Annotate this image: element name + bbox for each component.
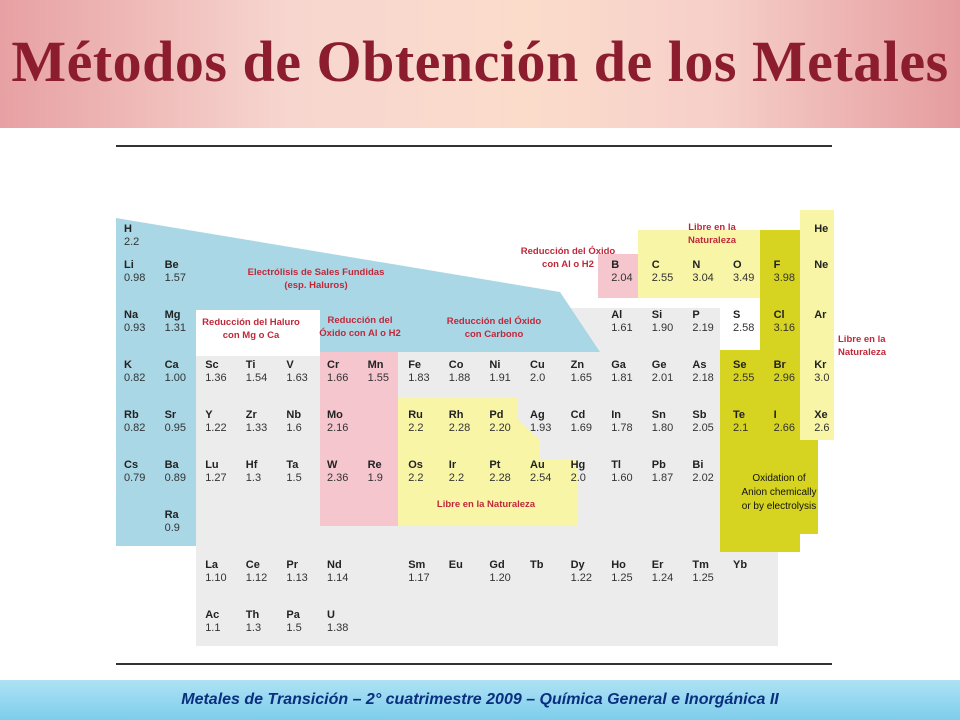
element-value-mo: 2.16 bbox=[327, 422, 349, 434]
element-symbol-k: K bbox=[124, 359, 132, 371]
element-value-zr: 1.33 bbox=[245, 422, 268, 434]
element-symbol-re: Re bbox=[367, 459, 382, 471]
libre-bottom-label: Libre en la Naturaleza bbox=[436, 499, 536, 510]
oxido-al-label-2: Óxido con Al o H2 bbox=[319, 328, 401, 339]
element-symbol-h: H bbox=[124, 223, 132, 235]
element-value-re: 1.9 bbox=[367, 472, 383, 484]
element-value-cs: 0.79 bbox=[124, 472, 146, 484]
element-symbol-fe: Fe bbox=[408, 359, 422, 371]
element-symbol-hf: Hf bbox=[245, 459, 258, 471]
element-value-co: 1.88 bbox=[448, 372, 471, 384]
element-symbol-f: F bbox=[773, 259, 781, 271]
element-value-pa: 1.5 bbox=[286, 622, 302, 634]
libre-top-label-1: Libre en la bbox=[688, 222, 736, 233]
element-value-sb: 2.05 bbox=[692, 422, 714, 434]
element-value-ce: 1.12 bbox=[245, 572, 268, 584]
haluro-label-2: con Mg o Ca bbox=[222, 330, 280, 341]
element-value-p: 2.19 bbox=[692, 322, 714, 334]
electrolysis-sublabel: (esp. Haluros) bbox=[284, 280, 348, 291]
element-symbol-pr: Pr bbox=[286, 559, 299, 571]
element-symbol-ho: Ho bbox=[611, 559, 626, 571]
element-value-la: 1.10 bbox=[205, 572, 227, 584]
element-value-ca: 1.00 bbox=[164, 372, 187, 384]
gray-fblock-region bbox=[196, 526, 778, 646]
oxidation-label-1: Oxidation of bbox=[752, 473, 806, 484]
element-value-rh: 2.28 bbox=[448, 422, 471, 434]
element-value-kr: 3.0 bbox=[814, 372, 830, 384]
element-value-be: 1.57 bbox=[164, 272, 187, 284]
element-value-b: 2.04 bbox=[611, 272, 633, 284]
element-symbol-zn: Zn bbox=[570, 359, 585, 371]
element-value-sc: 1.36 bbox=[205, 372, 227, 384]
element-symbol-cd: Cd bbox=[570, 409, 586, 421]
element-symbol-eu: Eu bbox=[448, 559, 463, 571]
element-symbol-ta: Ta bbox=[286, 459, 299, 471]
element-value-er: 1.24 bbox=[651, 572, 674, 584]
element-symbol-sc: Sc bbox=[205, 359, 219, 371]
element-value-ba: 0.89 bbox=[164, 472, 187, 484]
slide-title: Métodos de Obtención de los Metales bbox=[11, 29, 949, 94]
oxido-al-b-label-1: Reducción del Óxido bbox=[520, 246, 616, 257]
libre-top-label-2: Naturaleza bbox=[687, 235, 737, 246]
element-value-lu: 1.27 bbox=[205, 472, 227, 484]
element-symbol-ru: Ru bbox=[408, 409, 423, 421]
element-symbol-w: W bbox=[327, 459, 338, 471]
element-value-mn: 1.55 bbox=[367, 372, 390, 384]
element-symbol-rb: Rb bbox=[124, 409, 139, 421]
element-symbol-pd: Pd bbox=[489, 409, 504, 421]
element-value-rb: 0.82 bbox=[124, 422, 146, 434]
element-symbol-n: N bbox=[692, 259, 701, 271]
element-value-cr: 1.66 bbox=[327, 372, 349, 384]
element-symbol-rh: Rh bbox=[448, 409, 464, 421]
element-symbol-mg: Mg bbox=[164, 309, 181, 321]
element-value-tl: 1.60 bbox=[611, 472, 633, 484]
element-value-hg: 2.0 bbox=[570, 472, 586, 484]
element-value-al: 1.61 bbox=[611, 322, 633, 334]
libre-right-region bbox=[800, 210, 834, 440]
element-symbol-mn: Mn bbox=[367, 359, 384, 371]
element-value-cl: 3.16 bbox=[773, 322, 796, 334]
element-symbol-nd: Nd bbox=[327, 559, 342, 571]
element-value-v: 1.63 bbox=[286, 372, 308, 384]
element-symbol-bi: Bi bbox=[692, 459, 704, 471]
element-symbol-kr: Kr bbox=[814, 359, 827, 371]
element-symbol-la: La bbox=[205, 559, 219, 571]
element-symbol-cs: Cs bbox=[124, 459, 139, 471]
element-value-cd: 1.69 bbox=[570, 422, 593, 434]
element-value-nb: 1.6 bbox=[286, 422, 302, 434]
element-value-na: 0.93 bbox=[124, 322, 146, 334]
element-value-pr: 1.13 bbox=[286, 572, 308, 584]
element-symbol-tb: Tb bbox=[530, 559, 544, 571]
element-value-au: 2.54 bbox=[530, 472, 552, 484]
element-symbol-o: O bbox=[733, 259, 742, 271]
element-value-ge: 2.01 bbox=[651, 372, 674, 384]
element-value-ac: 1.1 bbox=[205, 622, 221, 634]
element-symbol-os: Os bbox=[408, 459, 423, 471]
element-symbol-be: Be bbox=[164, 259, 179, 271]
element-value-ho: 1.25 bbox=[611, 572, 633, 584]
element-symbol-zr: Zr bbox=[245, 409, 257, 421]
element-symbol-ne: Ne bbox=[814, 259, 829, 271]
libre-right-label-2: Naturaleza bbox=[838, 347, 887, 358]
element-symbol-dy: Dy bbox=[570, 559, 585, 571]
element-value-c: 2.55 bbox=[651, 272, 674, 284]
element-symbol-he: He bbox=[814, 223, 829, 235]
element-symbol-sb: Sb bbox=[692, 409, 707, 421]
element-symbol-se: Se bbox=[733, 359, 747, 371]
element-symbol-sn: Sn bbox=[651, 409, 666, 421]
element-symbol-v: V bbox=[286, 359, 294, 371]
element-value-os: 2.2 bbox=[408, 472, 424, 484]
element-value-pd: 2.20 bbox=[489, 422, 511, 434]
carbono-label-2: con Carbono bbox=[464, 329, 524, 340]
element-symbol-li: Li bbox=[124, 259, 134, 271]
element-symbol-sm: Sm bbox=[408, 559, 426, 571]
element-value-k: 0.82 bbox=[124, 372, 146, 384]
element-symbol-ba: Ba bbox=[164, 459, 179, 471]
element-value-bi: 2.02 bbox=[692, 472, 714, 484]
element-value-ir: 2.2 bbox=[448, 472, 465, 484]
element-value-cu: 2.0 bbox=[530, 372, 546, 384]
element-value-sm: 1.17 bbox=[408, 572, 430, 584]
element-value-i: 2.66 bbox=[773, 422, 796, 434]
element-value-w: 2.36 bbox=[327, 472, 349, 484]
element-value-se: 2.55 bbox=[733, 372, 755, 384]
element-value-sn: 1.80 bbox=[651, 422, 674, 434]
element-value-ra: 0.9 bbox=[164, 522, 180, 534]
element-value-ti: 1.54 bbox=[245, 372, 268, 384]
element-symbol-pa: Pa bbox=[286, 609, 300, 621]
footer-text: Metales de Transición – 2° cuatrimestre 2009 – Química General e Inorgánica II bbox=[181, 691, 779, 708]
element-value-sr: 0.95 bbox=[164, 422, 187, 434]
element-symbol-ac: Ac bbox=[205, 609, 220, 621]
element-value-fe: 1.83 bbox=[408, 372, 430, 384]
element-symbol-ni: Ni bbox=[489, 359, 501, 371]
element-symbol-cu: Cu bbox=[530, 359, 545, 371]
element-value-h: 2.2 bbox=[124, 236, 140, 248]
oxidation-label-2: Anion chemically bbox=[741, 487, 817, 498]
element-symbol-ti: Ti bbox=[245, 359, 256, 371]
element-value-n: 3.04 bbox=[692, 272, 714, 284]
element-value-br: 2.96 bbox=[773, 372, 796, 384]
element-symbol-na: Na bbox=[124, 309, 139, 321]
element-value-mg: 1.31 bbox=[164, 322, 187, 334]
element-value-ag: 1.93 bbox=[530, 422, 552, 434]
oxido-al-label-1: Reducción del bbox=[327, 315, 393, 326]
element-symbol-nb: Nb bbox=[286, 409, 302, 421]
element-value-nd: 1.14 bbox=[327, 572, 349, 584]
element-value-ni: 1.91 bbox=[489, 372, 511, 384]
element-symbol-ir: Ir bbox=[448, 459, 457, 471]
element-symbol-in: In bbox=[611, 409, 621, 421]
element-symbol-p: P bbox=[692, 309, 700, 321]
element-value-o: 3.49 bbox=[733, 272, 755, 284]
oxido-al-b-label-2: con Al o H2 bbox=[542, 259, 594, 270]
element-symbol-ce: Ce bbox=[245, 559, 260, 571]
element-symbol-xe: Xe bbox=[814, 409, 828, 421]
element-symbol-al: Al bbox=[611, 309, 623, 321]
element-value-dy: 1.22 bbox=[570, 572, 593, 584]
element-symbol-gd: Gd bbox=[489, 559, 505, 571]
element-symbol-s: S bbox=[733, 309, 741, 321]
element-symbol-br: Br bbox=[773, 359, 786, 371]
haluro-label-1: Reducción del Haluro bbox=[202, 317, 300, 328]
element-value-li: 0.98 bbox=[124, 272, 146, 284]
element-value-hf: 1.3 bbox=[245, 472, 262, 484]
element-value-si: 1.90 bbox=[651, 322, 674, 334]
element-value-zn: 1.65 bbox=[570, 372, 593, 384]
element-symbol-pt: Pt bbox=[489, 459, 501, 471]
element-value-ga: 1.81 bbox=[611, 372, 633, 384]
element-symbol-ar: Ar bbox=[814, 309, 827, 321]
element-symbol-y: Y bbox=[205, 409, 213, 421]
element-value-f: 3.98 bbox=[773, 272, 796, 284]
element-symbol-pb: Pb bbox=[651, 459, 666, 471]
element-symbol-ge: Ge bbox=[651, 359, 667, 371]
element-symbol-c: C bbox=[651, 259, 660, 271]
element-symbol-te: Te bbox=[733, 409, 746, 421]
element-symbol-co: Co bbox=[448, 359, 464, 371]
element-symbol-tl: Tl bbox=[611, 459, 621, 471]
element-symbol-i: I bbox=[773, 409, 777, 421]
element-value-ru: 2.2 bbox=[408, 422, 424, 434]
element-symbol-ag: Ag bbox=[530, 409, 545, 421]
element-value-te: 2.1 bbox=[733, 422, 749, 434]
element-symbol-si: Si bbox=[651, 309, 663, 321]
element-symbol-ca: Ca bbox=[164, 359, 179, 371]
element-symbol-hg: Hg bbox=[570, 459, 586, 471]
carbono-label-1: Reducción del Óxido bbox=[446, 316, 542, 327]
element-symbol-u: U bbox=[327, 609, 335, 621]
electrolysis-label: Electrólisis de Sales Fundidas bbox=[247, 267, 385, 278]
element-symbol-mo: Mo bbox=[327, 409, 343, 421]
element-symbol-sr: Sr bbox=[164, 409, 177, 421]
element-value-pb: 1.87 bbox=[651, 472, 674, 484]
element-symbol-b: B bbox=[611, 259, 620, 271]
element-symbol-tm: Tm bbox=[692, 559, 709, 571]
element-symbol-ga: Ga bbox=[611, 359, 626, 371]
element-symbol-lu: Lu bbox=[205, 459, 219, 471]
element-value-ta: 1.5 bbox=[286, 472, 302, 484]
element-value-th: 1.3 bbox=[245, 622, 262, 634]
element-symbol-yb: Yb bbox=[733, 559, 748, 571]
oxidation-label-3: or by electrolysis bbox=[741, 501, 817, 512]
element-symbol-as: As bbox=[692, 359, 707, 371]
element-symbol-cr: Cr bbox=[327, 359, 340, 371]
element-symbol-th: Th bbox=[245, 609, 260, 621]
libre-right-label-1: Libre en la bbox=[838, 334, 886, 345]
element-value-as: 2.18 bbox=[692, 372, 714, 384]
element-value-gd: 1.20 bbox=[489, 572, 511, 584]
element-value-pt: 2.28 bbox=[489, 472, 511, 484]
footer-bar bbox=[0, 680, 960, 720]
element-value-tm: 1.25 bbox=[692, 572, 714, 584]
element-value-xe: 2.6 bbox=[814, 422, 830, 434]
element-value-in: 1.78 bbox=[611, 422, 633, 434]
element-value-s: 2.58 bbox=[733, 322, 755, 334]
element-symbol-ra: Ra bbox=[164, 509, 179, 521]
element-symbol-au: Au bbox=[530, 459, 545, 471]
element-symbol-er: Er bbox=[651, 559, 664, 571]
element-value-u: 1.38 bbox=[327, 622, 349, 634]
element-value-y: 1.22 bbox=[205, 422, 227, 434]
element-symbol-cl: Cl bbox=[773, 309, 785, 321]
